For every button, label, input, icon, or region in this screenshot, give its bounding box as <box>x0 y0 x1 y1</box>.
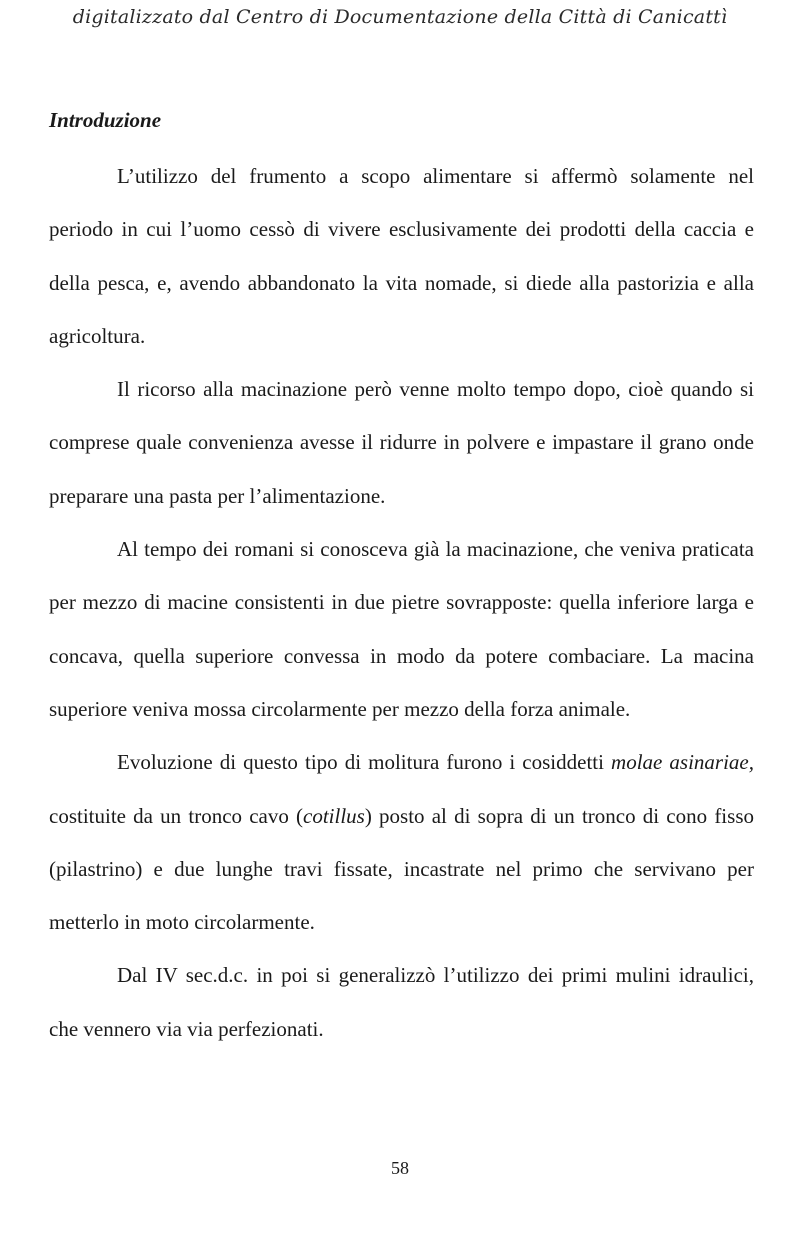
latin-term-cotillus: cotillus <box>303 803 365 828</box>
paragraph-4-text-b: costituite da un tronco cavo ( <box>49 803 304 828</box>
body-text <box>49 150 754 1056</box>
digitization-watermark: digitalizzato dal Centro di Documentazione della Città di Canicattì <box>72 6 728 28</box>
paragraph-4 <box>49 736 754 949</box>
paragraph-1: L’utilizzo del frumento a scopo alimentare si affermò solamente nel periodo in cui l’uomo cessò di vivere esclusivamente dei prodotti della caccia e della pesca, e, avendo abbandonato la vita nomade, si diede alla pastorizia e alla agricoltura. <box>49 164 754 348</box>
page-number: 58 <box>391 1158 409 1178</box>
paragraph-3: Al tempo dei romani si conosceva già la macinazione, che veniva praticata per mezzo di macine consistenti in due pietre sovrapposte: quella inferiore larga e concava, quella superiore convessa in modo da potere combaciare. La macina superiore veniva mossa circolarmente per mezzo della forza animale. <box>49 537 754 721</box>
section-heading: Introduzione <box>49 108 162 132</box>
paragraph-4-text-a: Evoluzione di questo tipo di molitura furono i cosiddetti <box>117 750 612 775</box>
paragraph-2: Il ricorso alla macinazione però venne molto tempo dopo, cioè quando si comprese quale convenienza avesse il ridurre in polvere e impastare il grano onde preparare una pasta per l’alimentazione. <box>49 377 754 508</box>
paragraph-4-text-c: ) posto al di sopra di un tronco di cono fisso (pilastrino) e due lunghe travi fissate, incastrate nel primo che servivano per metterlo in moto circolarmente. <box>49 803 754 935</box>
latin-term-molae-asinariae: molae asinariae, <box>611 750 755 775</box>
paragraph-5: Dal IV sec.d.c. in poi si generalizzò l’utilizzo dei primi mulini idraulici, che vennero via via perfezionati. <box>49 963 754 1041</box>
